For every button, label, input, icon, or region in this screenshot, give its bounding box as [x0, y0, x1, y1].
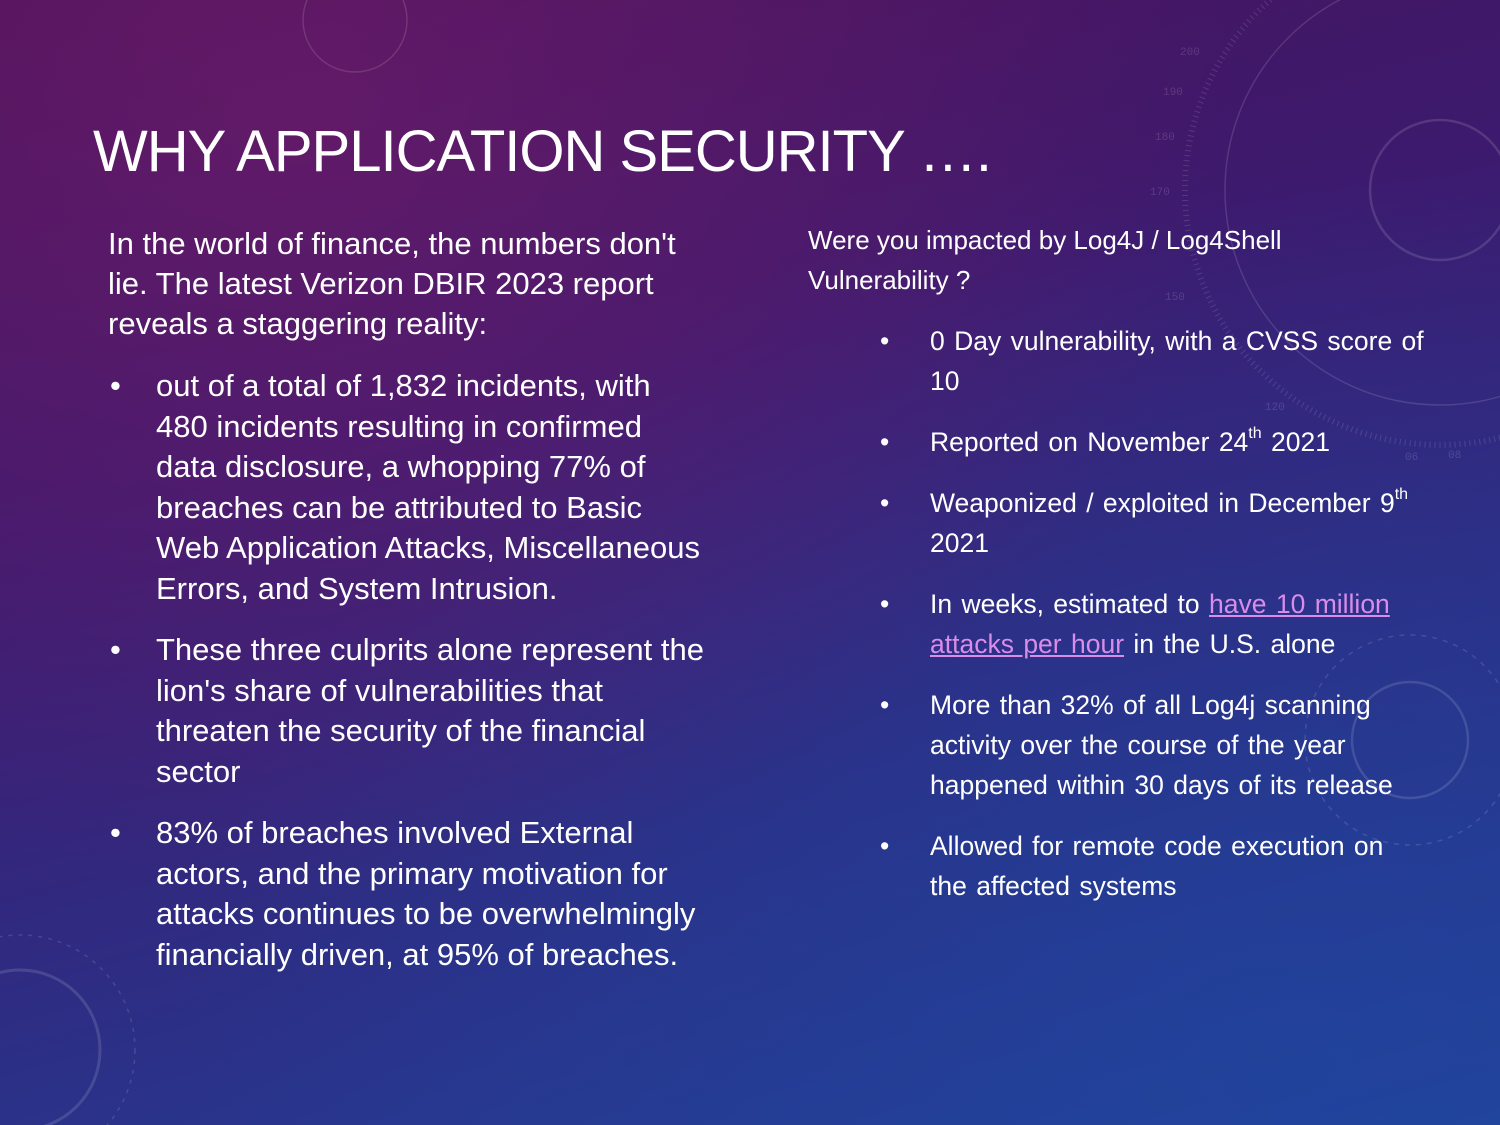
list-item-text: Allowed for remote code execution on the affected systems	[930, 831, 1384, 901]
list-item	[880, 321, 1428, 401]
text-segment: In weeks, estimated to	[930, 589, 1210, 619]
list-item-text	[930, 589, 1390, 659]
ordinal-suffix: th	[1248, 425, 1262, 443]
text-segment: 2021	[930, 528, 989, 558]
text-segment: in the U.S. alone	[1124, 629, 1336, 659]
list-item-text: 83% of breaches involved External actors, and the primary motivation for attacks continues to be overwhelmingly financially driven, at 95% of breaches.	[156, 815, 696, 972]
bullet-icon: •	[880, 690, 890, 720]
tick-08: 08	[1448, 450, 1462, 462]
bullet-icon: •	[880, 427, 890, 457]
list-item-text: 0 Day vulnerability, with a CVSS score of 10	[930, 326, 1424, 396]
list-item	[880, 483, 1428, 563]
bullet-icon: •	[110, 815, 121, 850]
bullet-icon: •	[110, 368, 121, 403]
list-item	[880, 826, 1428, 906]
tick-180: 180	[1155, 132, 1175, 144]
attacks-per-hour-link[interactable]: have 10 million attacks per hour	[930, 589, 1390, 659]
tick-190: 190	[1163, 87, 1183, 99]
bullet-icon: •	[880, 488, 890, 518]
tick-150: 150	[1165, 292, 1185, 304]
tick-170: 170	[1150, 187, 1170, 199]
list-item	[108, 366, 708, 609]
left-bullet-list	[108, 366, 708, 975]
slide-title: WHY APPLICATION SECURITY ….	[93, 119, 991, 184]
right-intro: Were you impacted by Log4J / Log4Shell Vulnerability ?	[808, 225, 1282, 295]
list-item-text: out of a total of 1,832 incidents, with 480 incidents resulting in confirmed data disclosure, a whopping 77% of breaches can be attributed to Basic Web Application Attacks, Miscellaneous Errors, and System Intrusion.	[156, 368, 700, 606]
ordinal-suffix: th	[1394, 486, 1409, 504]
left-column	[108, 224, 708, 996]
list-item	[880, 422, 1428, 462]
list-item-text: These three culprits alone represent the lion's share of vulnerabilities that threaten the security of the financial sector	[156, 632, 704, 789]
list-item	[880, 685, 1428, 805]
tick-120: 120	[1265, 402, 1285, 414]
list-item	[880, 584, 1428, 664]
right-column	[808, 220, 1428, 927]
right-bullet-list	[808, 321, 1428, 906]
bullet-icon: •	[880, 831, 890, 861]
text-segment: 2021	[1261, 427, 1330, 457]
text-segment: Reported on November 24	[930, 427, 1249, 457]
bullet-icon: •	[880, 589, 890, 619]
list-item-text	[930, 488, 1408, 558]
bullet-icon: •	[880, 326, 890, 356]
list-item-text	[930, 427, 1330, 457]
list-item	[108, 813, 708, 975]
list-item	[108, 630, 708, 792]
text-segment: Weaponized / exploited in December 9	[930, 488, 1395, 518]
tick-06: 06	[1405, 452, 1419, 464]
list-item-text: More than 32% of all Log4j scanning activity over the course of the year happened within 30 days of its release	[930, 690, 1393, 800]
tick-200: 200	[1180, 47, 1200, 59]
left-intro: In the world of finance, the numbers don't lie. The latest Verizon DBIR 2023 report reveals a staggering reality:	[108, 226, 676, 341]
bullet-icon: •	[110, 632, 121, 667]
